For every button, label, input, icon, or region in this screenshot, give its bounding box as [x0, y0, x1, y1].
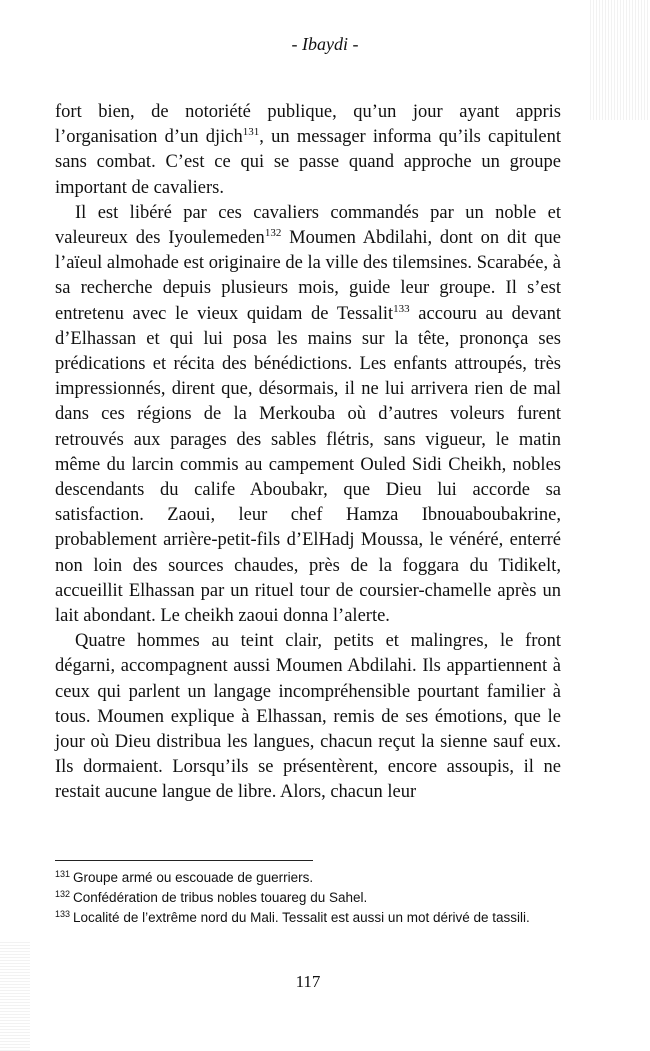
footnote-ref: 132: [264, 227, 282, 240]
paragraph-1: fort bien, de notoriété publique, qu’un jour ayant appris l’organisation d’un djich$^{131}$, un messager informa qu’ils capitulent sans combat. C’est ce qui se passe quand approche un groupe important de cavaliers.: [55, 102, 562, 198]
footnote: $^{131}$ Groupe armé ou escouade de guerriers.: [55, 869, 314, 885]
page-number: 117: [295, 972, 321, 991]
running-header: - Ibaydi -: [291, 34, 359, 54]
paragraph-2: Il est libéré par ces cavaliers commandés par un noble et valeureux des Iyoulemeden$^{132}$ Moumen Abdilahi, dont on dit que l’aïeul almohade est originaire de la ville des tilemsines. Scarabée, à sa recherche depuis plusieurs mois, guide leur groupe. Il s’est entretenu avec le vieux quidam de Tessalit$^{133}$ accouru au devant d’Elhassan et qui lui posa les mains sur la tête, prononça ses prédications et récita des bénédictions. Les enfants attroupés, très impressionnés, dirent que, désormais, il ne lui arrivera rien de mal dans ces régions de la Merkouba où d’autres voleurs furent retrouvés aux parages des sables flétris, sans vigueur, le matin même du larcin commis au campement Ouled Sidi Cheikh, nobles descendants du calife Aboubakr, que Dieu lui accorde sa satisfaction. Zaoui, leur chef Hamza Ibnouaboubakrine, probablement arrière-petit-fils d’ElHadj Moussa, le vénéré, enterré non loin des sources chaudes, près de la foggara du Tidikelt, accueillit Elhassan par un rituel tour de coursier-chamelle après un lait abondant. Le cheikh zaoui donna l’alerte.: [55, 202, 561, 627]
footnote-ref: 131: [242, 126, 260, 139]
scan-edge-shadow: [0, 941, 30, 1051]
body-text: [55, 100, 561, 806]
footnote-separator: [55, 860, 313, 861]
scan-edge-shadow: [590, 0, 650, 120]
footnote: $^{132}$ Confédération de tribus nobles touareg du Sahel.: [55, 889, 368, 905]
footnote-ref: 133: [393, 302, 410, 315]
footnote: $^{133}$ Localité de l’extrême nord du Mali. Tessalit est aussi un mot dérivé de tassili.: [55, 909, 530, 925]
footnotes: [55, 868, 561, 928]
paragraph-3: Quatre hommes au teint clair, petits et malingres, le front dégarni, accompagnent aussi Moumen Abdilahi. Ils appartiennent à ceux qui parlent un langage incompréhensible pourtant familier à tous. Moumen explique à Elhassan, remis de ses émotions, que le jour où Dieu distribua les langues, chacun reçut la sienne sauf eux. Ils dormaient. Lorsqu’ils se présentèrent, encore assoupis, il ne restait aucune langue de libre. Alors, chacun leur: [55, 631, 561, 803]
